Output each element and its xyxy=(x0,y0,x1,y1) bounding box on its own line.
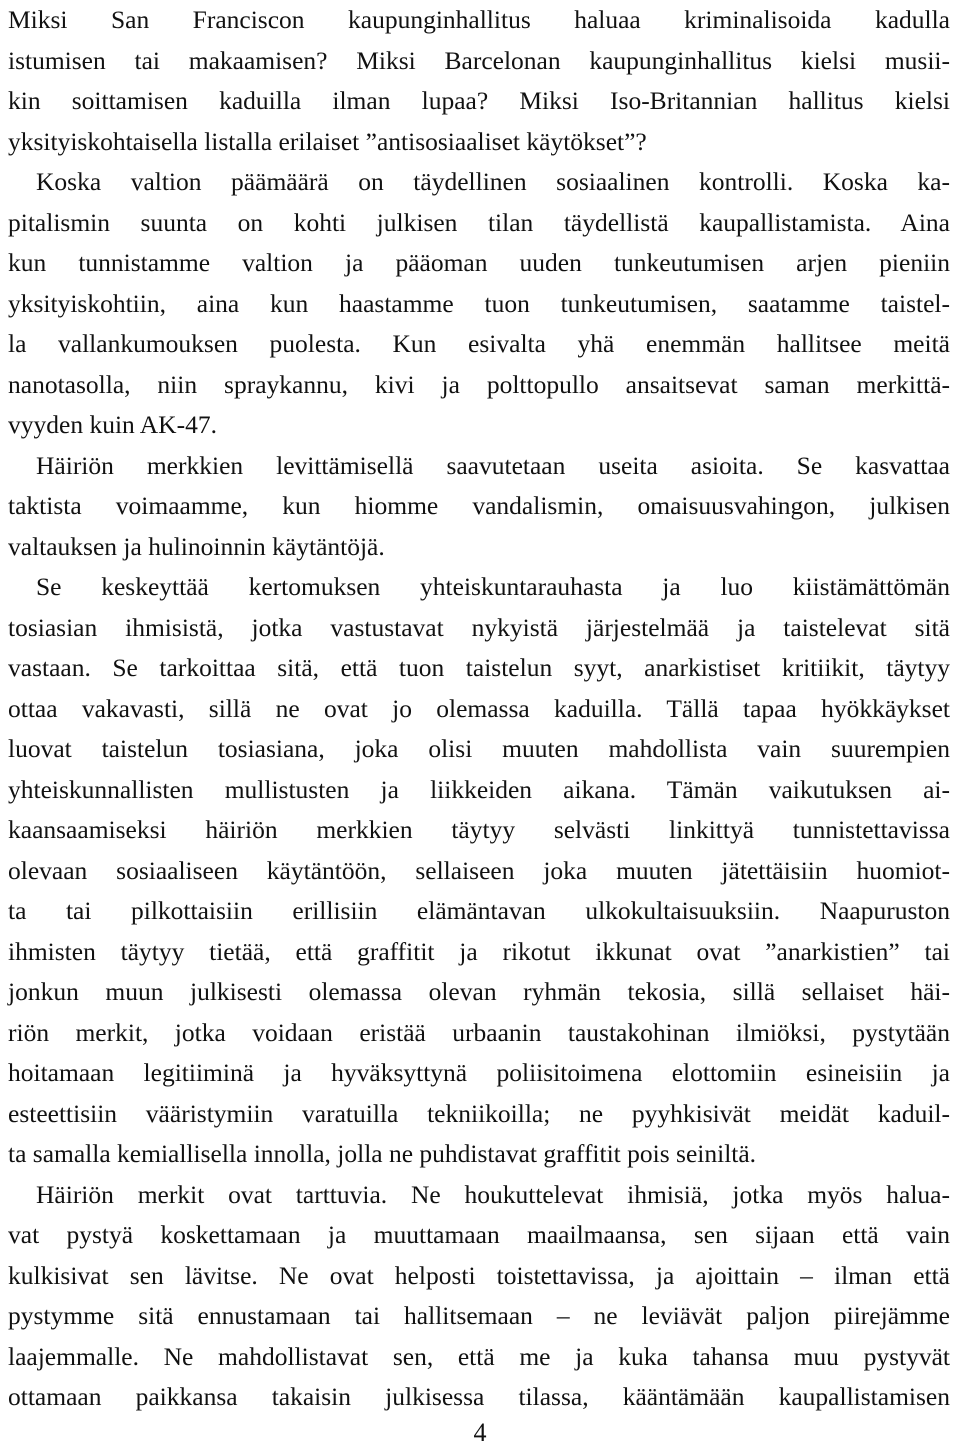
text-line: yhteiskunnallisten mullistusten ja liikkeiden aikana. Tämän vaikutuksen ai- xyxy=(8,774,950,804)
text-line: laajemmalle. Ne mahdollistavat sen, että me ja kuka tahansa muu pystyvät xyxy=(8,1341,950,1371)
text-line: pitalismin suunta on kohti julkisen tilan täydellistä kaupallistamista. Aina xyxy=(8,207,950,237)
text-line: ottaa vakavasti, sillä ne ovat jo olemassa kaduilla. Tällä tapaa hyökkäykset xyxy=(8,693,950,723)
text-line: jonkun muun julkisesti olemassa olevan ryhmän tekosia, sillä sellaiset häi- xyxy=(8,977,950,1006)
text-line: ta samalla kemiallisella innolla, jolla ne puhdistavat graffitit pois seiniltä. xyxy=(8,1139,757,1168)
text-line: pystymme sitä ennustamaan tai hallitsemaan – ne leviävät paljon piirejämme xyxy=(8,1301,950,1330)
text-line: luovat taistelun tosiasiana, joka olisi muuten mahdollista vain suurempien xyxy=(8,734,950,763)
text-line: la vallankumouksen puolesta. Kun esivalta yhä enemmän hallitsee meitä xyxy=(8,329,950,358)
page-number: 4 xyxy=(473,1418,487,1447)
text-line: istumisen tai makaamisen? Miksi Barcelonan kaupunginhallitus kielsi musii- xyxy=(8,45,950,75)
text-line: vat pystyä koskettamaan ja muuttamaan maailmaansa, sen sijaan että vain xyxy=(8,1220,950,1249)
text-line: nanotasolla, niin spraykannu, kivi ja polttopullo ansaitsevat saman merkittä- xyxy=(8,369,950,399)
text-line: valtauksen ja hulinoinnin käytäntöjä. xyxy=(8,531,385,561)
text-line: riön merkit, jotka voidaan eristää urbaanin taustakohinan ilmiöksi, pystytään xyxy=(8,1017,950,1047)
text-line: yksityiskohtaisella listalla erilaiset ”antisosiaaliset käytökset”? xyxy=(8,126,647,156)
text-line: ihmisten täytyy tietää, että graffitit ja rikotut ikkunat ovat ”anarkistien” tai xyxy=(8,936,950,966)
text-line: hoitamaan legitiiminä ja hyväksyttynä poliisitoimena elottomiin esineisiin ja xyxy=(8,1058,950,1087)
text-line: kaansaamiseksi häiriön merkkien täytyy selvästi linkittyä tunnistettavissa xyxy=(8,815,950,844)
body-text xyxy=(8,0,950,1418)
text-line: ottamaan paikkansa takaisin julkisessa tilassa, kääntämään kaupallistamisen xyxy=(8,1382,950,1411)
text-line: kulkisivat sen lävitse. Ne ovat helposti toistettavissa, ja ajoittain – ilman että xyxy=(8,1260,950,1290)
text-line: vastaan. Se tarkoittaa sitä, että tuon taistelun syyt, anarkistiset kritiikit, täytyy xyxy=(8,653,950,682)
text-line: Se keskeyttää kertomuksen yhteiskuntarauhasta ja luo kiistämättömän xyxy=(36,572,950,601)
text-line: yksityiskohtiin, aina kun haastamme tuon tunkeutumisen, saatamme taistel- xyxy=(8,288,950,318)
text-line: Miksi San Franciscon kaupunginhallitus haluaa kriminalisoida kadulla xyxy=(8,5,950,34)
text-line: Häiriön merkkien levittämisellä saavutetaan useita asioita. Se kasvattaa xyxy=(36,450,950,480)
text-line: kun tunnistamme valtion ja pääoman uuden tunkeutumisen arjen pieniin xyxy=(8,248,950,277)
text-line: tosiasian ihmisistä, jotka vastustavat nykyistä järjestelmää ja taistelevat sitä xyxy=(8,612,950,642)
text-line: ta tai pilkottaisiin erillisiin elämäntavan ulkokultaisuuksiin. Naapuruston xyxy=(8,896,950,925)
text-line: olevaan sosiaaliseen käytäntöön, sellaiseen joka muuten jätettäisiin huomiot- xyxy=(8,855,950,885)
text-line: kin soittamisen kaduilla ilman lupaa? Miksi Iso-Britannian hallitus kielsi xyxy=(8,86,950,115)
text-line: esteettisiin vääristymiin varatuilla tekniikoilla; ne pyyhkisivät meidät kaduil- xyxy=(8,1098,950,1128)
text-line: taktista voimaamme, kun hiomme vandalismin, omaisuusvahingon, julkisen xyxy=(8,491,950,520)
text-line: Koska valtion päämäärä on täydellinen sosiaalinen kontrolli. Koska ka- xyxy=(36,167,950,196)
text-line: vyyden kuin AK-47. xyxy=(8,410,217,439)
text-line: Häiriön merkit ovat tarttuvia. Ne houkuttelevat ihmisiä, jotka myös halua- xyxy=(36,1179,950,1209)
